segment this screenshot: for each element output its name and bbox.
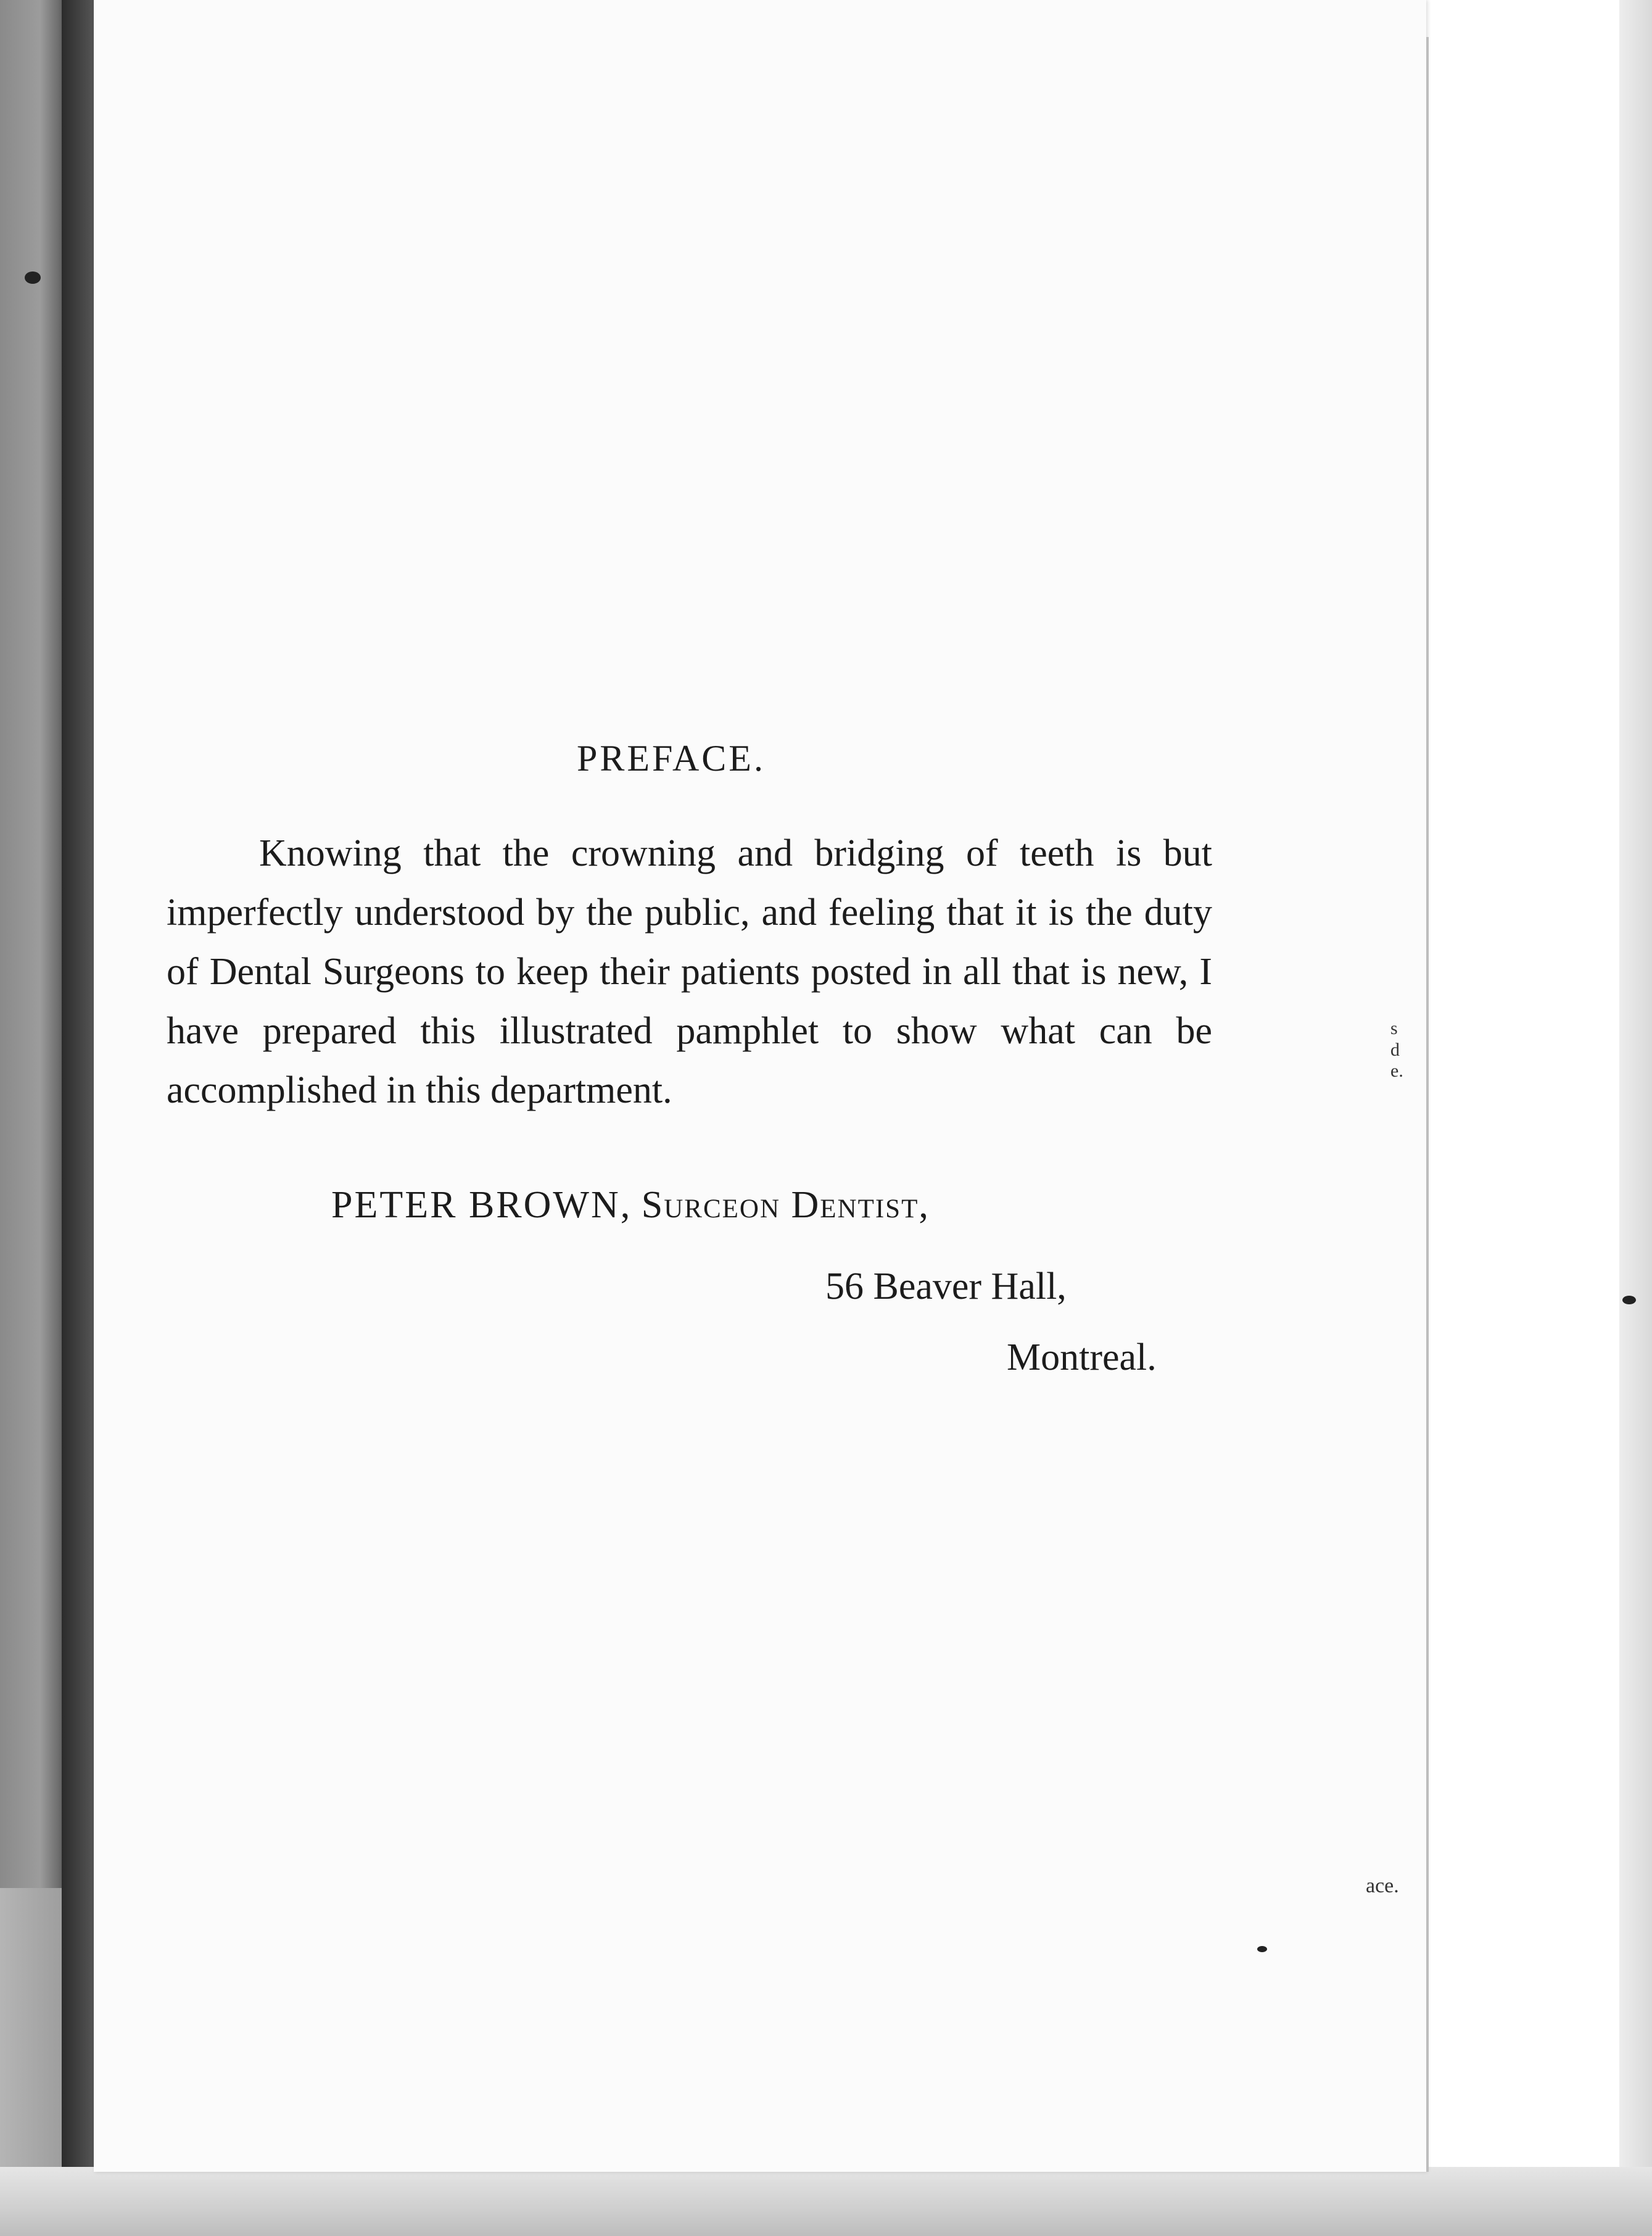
ink-speck xyxy=(1622,1296,1636,1304)
binding-shadow xyxy=(62,0,94,2236)
underlying-page-fragment xyxy=(1390,1018,1403,1082)
address-street: 56 Beaver Hall, xyxy=(825,1265,1067,1307)
underlying-page xyxy=(1429,0,1619,2167)
fragment-letter: e. xyxy=(1390,1061,1403,1081)
underlying-page-word: ace. xyxy=(1366,1874,1399,1897)
page-edge-line xyxy=(1426,37,1429,2172)
preface-heading: PREFACE. xyxy=(577,738,766,779)
fragment-letter: d xyxy=(1390,1039,1400,1060)
preface-body xyxy=(167,824,1212,1120)
scan-bottom-edge xyxy=(0,2167,1652,2236)
address-city: Montreal. xyxy=(1007,1336,1157,1378)
scan-right-edge xyxy=(1619,0,1652,2236)
signature-name: PETER BROWN, xyxy=(331,1184,632,1226)
ink-speck xyxy=(25,271,41,284)
ink-speck xyxy=(1257,1946,1267,1952)
fragment-letter: s xyxy=(1390,1018,1398,1038)
signature-line xyxy=(331,1183,930,1227)
preface-paragraph: Knowing that the crowning and bridging of teeth is but imperfectly understood by the public, and feeling that it is the duty of Dental Surgeons to keep their patients posted in all that is new, I have prepared this illustrated pamphlet to show what can be accomplished in this department. xyxy=(167,832,1212,1111)
signature-title: Surceon Dentist, xyxy=(641,1184,930,1226)
